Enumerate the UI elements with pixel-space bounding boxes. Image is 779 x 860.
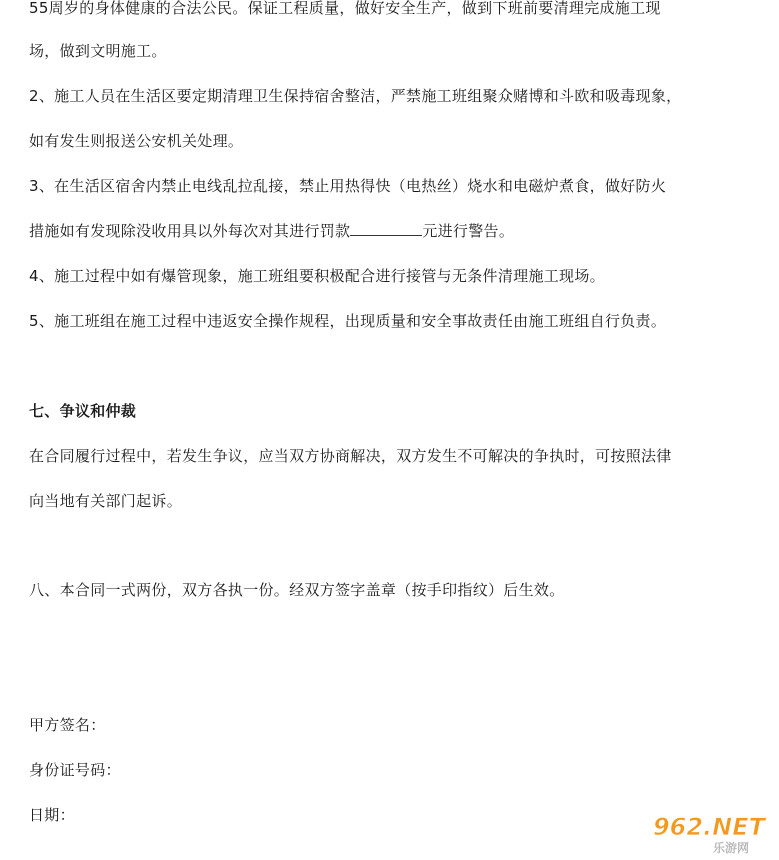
text-line: 3、在生活区宿舍内禁止电线乱拉乱接，禁止用热得快（电热丝）烧水和电磁炉煮食，做好防火	[29, 177, 667, 195]
section-heading: 七、争议和仲裁	[29, 402, 137, 420]
date-label: 日期：	[29, 806, 75, 824]
text-line: 2、施工人员在生活区要定期清理卫生保持宿舍整洁，严禁施工班组聚众赌博和斗欧和吸毒现象，	[29, 87, 682, 105]
penalty-text: 措施如有发现除没收用具以外每次对其进行罚款	[29, 222, 351, 240]
section-heading: 八、本合同一式两份，双方各执一份。经双方签字盖章（按手印指纹）后生效。	[29, 581, 565, 599]
text-line: 向当地有关部门起诉。	[29, 492, 183, 510]
text-line: 如有发生则报送公安机关处理。	[29, 132, 244, 150]
watermark-subtext: 乐游网	[712, 841, 750, 855]
text-line: 4、施工过程中如有爆管现象，施工班组要积极配合进行接管与无条件清理施工现场。	[29, 267, 605, 285]
text-line: 场，做到文明施工。	[29, 42, 167, 60]
watermark-number: 962.NET	[652, 813, 766, 841]
signature-label: 甲方签名：	[29, 716, 106, 734]
penalty-text-end: 元进行警告。	[422, 222, 515, 240]
text-line: 5、施工班组在施工过程中违返安全操作规程，出现质量和安全事故责任由施工班组自行负责。	[29, 312, 667, 330]
site-watermark-logo	[645, 808, 773, 856]
text-line: 55周岁的身体健康的合法公民。保证工程质量，做好安全生产，做到下班前要清理完成施工现	[29, 0, 661, 17]
text-line-with-blank	[29, 221, 759, 241]
text-line: 在合同履行过程中，若发生争议，应当双方协商解决，双方发生不可解决的争执时，可按照法律	[29, 447, 672, 465]
fill-in-blank	[350, 221, 422, 236]
id-number-label: 身份证号码：	[29, 761, 121, 779]
